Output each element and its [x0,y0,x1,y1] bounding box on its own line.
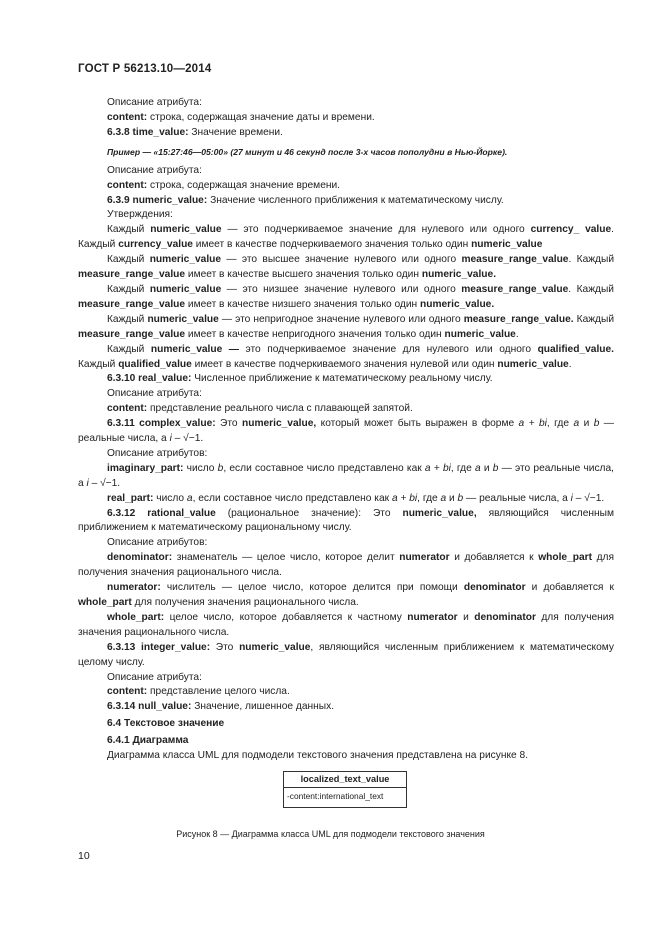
section-heading: 6.4 Текстовое значение [107,718,225,730]
paragraph: Описание атрибутов: [107,537,208,549]
text: для получения значения рационального числа. [131,597,359,608]
subsection-heading [78,507,614,537]
formula: b [492,462,499,474]
text: имеет в качестве высшего значения только один [185,269,422,281]
term: numeric_value, [242,418,317,430]
text: числитель — целое число, которое делится при помощи [160,582,464,594]
formula: a [474,462,481,474]
term: numeric_value [471,239,543,251]
term: numeric_value [150,224,222,236]
subsection-heading: 6.4.1 Диаграмма [107,735,189,747]
text: строка, содержащая значение времени. [147,179,341,191]
text: представление целого числа. [147,686,290,698]
formula: b [593,418,600,430]
text: знаменатель — целое число, которое делит [172,552,400,564]
term: measure_range_value [78,269,186,281]
paragraph [78,685,614,700]
paragraph: Описание атрибута: [107,671,202,683]
text: имеет в качестве непригодного значения только один [185,328,445,340]
formula: b [457,492,464,504]
term: currency_value [118,239,193,251]
text: (рациональное значение): Это [215,507,403,519]
uml-class-name: localized_text_value [284,772,406,788]
text: Каждый [107,313,148,325]
attribute-definition [78,492,614,507]
uml-class-box [283,771,407,808]
attribute-definition [78,462,614,492]
text: — реальные числа, а [78,418,614,445]
document-body [78,96,614,764]
subsection-heading [78,700,614,715]
term: numeric_value [239,641,311,653]
text: — это реальные числа, а [78,462,615,489]
term: measure_range_value [461,254,569,266]
term: numeric_value. [420,298,495,310]
formula: a [186,492,193,504]
example-note [78,145,614,159]
term: qualified_value. [537,343,614,355]
text: , где [417,492,441,504]
term: currency_ value [530,224,612,236]
term: 6.3.14 null_value: [107,701,192,713]
paragraph: Описание атрибутов: [107,447,208,459]
term: numerator [407,611,458,623]
term: denominator [474,611,536,623]
formula: a [440,492,447,504]
text: Каждый [78,358,119,370]
text: целое число, которое добавляется к частному [164,611,408,623]
term: content: [107,686,148,698]
term: numeric_value [444,328,516,340]
term: denominator: [107,552,173,564]
term: 6.3.10 real_value: [107,373,192,385]
text: — это непригодное значение нулевого или одного [218,313,464,325]
text: и добавляется к [525,582,614,594]
term: qualified_value [118,358,192,370]
text: , являющийся численным приближением к математическому целому числу. [78,641,615,668]
text: — это подчеркиваемое значение для нулевого или одного [221,224,531,236]
assertion [78,253,614,283]
attribute-definition [78,611,614,641]
formula: i [570,492,573,504]
sqrt-formula: – √−1. [171,433,204,445]
subsection-heading [78,126,614,141]
paragraph [78,402,614,417]
term: numeric_value. [421,269,497,281]
text: и [457,611,475,623]
text: строка, содержащая значение даты и времени. [147,111,375,123]
subsection-heading [78,372,614,387]
text: представление реального числа с плавающей запятой. [147,403,413,415]
text: и [480,462,493,474]
assertion [78,223,614,253]
paragraph: Утверждения: [107,209,173,221]
text: . [568,358,572,370]
paragraph: Описание атрибута: [107,164,202,176]
text: , если составное число представлено как [223,462,425,474]
text: . Каждый [78,224,614,251]
formula: i [169,433,172,445]
formula: a + bi [424,462,451,474]
text: имеет в качестве низшего значения только один [185,298,420,310]
term: numeric_value [497,358,569,370]
text: Это [210,641,240,653]
term: numeric_value, [402,507,477,519]
subsection-heading [78,194,614,209]
term: whole_part [78,597,132,608]
paragraph: Диаграмма класса UML для подмодели текстового значения представлена на рисунке 8. [107,750,529,762]
term: numeric_value [149,283,222,295]
text: Каждый [107,283,150,295]
document-header: ГОСТ Р 56213.10—2014 [78,63,212,75]
formula: a [573,418,580,430]
example-text: Пример — «15:27:46—05:00» (27 минут и 46 секунд после 3-х часов пополудни в Нью-Йорке). [107,146,508,157]
term: numeric_value — [150,343,239,355]
page-number: 10 [78,850,90,862]
figure-caption: Рисунок 8 — Диаграмма класса UML для подмодели текстового значения [176,829,485,839]
paragraph: Описание атрибута: [107,388,202,400]
attribute-definition [78,581,614,611]
text: , где [450,462,475,474]
term: content: [107,111,148,123]
term: numerator: [107,582,161,594]
text: Значение, лишенное данных. [191,701,335,713]
term: content: [107,403,148,415]
term: denominator [463,582,526,594]
paragraph: Описание атрибута: [107,97,202,108]
uml-attribute: -content:international_text [287,791,384,801]
term: numeric_value [149,254,222,266]
text: — это высшее значение нулевого или одного [221,254,462,266]
text: Значение численного приближения к математическому числу. [207,194,504,206]
term: numerator [399,552,450,564]
term: 6.3.8 time_value: [107,126,189,138]
text: который может быть выражен в форме [316,418,519,430]
text: для получения значения рационального числа. [78,552,614,579]
sqrt-formula: – √−1. [88,477,121,489]
text: Это [215,418,243,430]
text: Каждый [573,313,615,325]
text: Каждый [107,224,151,236]
term: measure_range_value. [463,313,574,325]
text: имеет в качестве подчеркиваемого значения нулевой или один [191,358,498,370]
text: и [446,492,458,504]
text: . Каждый [568,254,615,266]
text: — реальные числа, а [463,492,571,504]
formula: a + bi [391,492,418,504]
paragraph [78,179,614,194]
text: являющийся численным приближением к математическому рациональному числу. [78,507,614,534]
assertion [78,313,614,343]
term: measure_range_value [78,298,186,310]
attribute-definition [78,551,614,581]
text: имеет в качестве подчеркиваемого значения только один [192,239,472,251]
text: Значение времени. [188,126,283,138]
assertion [78,343,614,373]
paragraph [78,111,614,126]
text: Каждый [107,254,150,266]
term: numeric_value [147,313,219,325]
text: . [515,328,519,340]
term: imaginary_part: [107,462,184,474]
term: 6.3.13 integer_value: [107,641,211,653]
subsection-heading [78,417,614,447]
text: и добавляется к [449,552,539,564]
term: measure_range_value [461,283,569,295]
text: число [153,492,187,504]
term: content: [107,179,148,191]
text: Каждый [107,343,151,355]
text: , где [546,418,574,430]
formula: a + bi [518,418,547,430]
formula: i [86,477,89,489]
text: это подчеркиваемое значение для нулевого или одного [238,343,538,355]
text: для получения значения рационального числа. [78,611,615,638]
subsection-heading [78,641,614,671]
text: — это низшее значение нулевого или одного [221,283,462,295]
term: 6.3.9 numeric_value: [107,194,208,206]
text: , если составное число представлено как [192,492,392,504]
term: 6.3.12 rational_value [107,507,216,519]
formula: b [217,462,224,474]
term: whole_part: [107,611,165,623]
text: число [183,462,218,474]
text: . Каждый [568,283,614,295]
sqrt-formula: – √−1. [572,492,605,504]
assertion [78,283,614,313]
term: measure_range_value [78,328,186,340]
text: и [579,418,594,430]
term: 6.3.11 complex_value: [107,418,216,430]
term: real_part: [107,492,154,504]
text: Численное приближение к математическому реальному числу. [191,373,493,385]
term: whole_part [538,552,592,564]
